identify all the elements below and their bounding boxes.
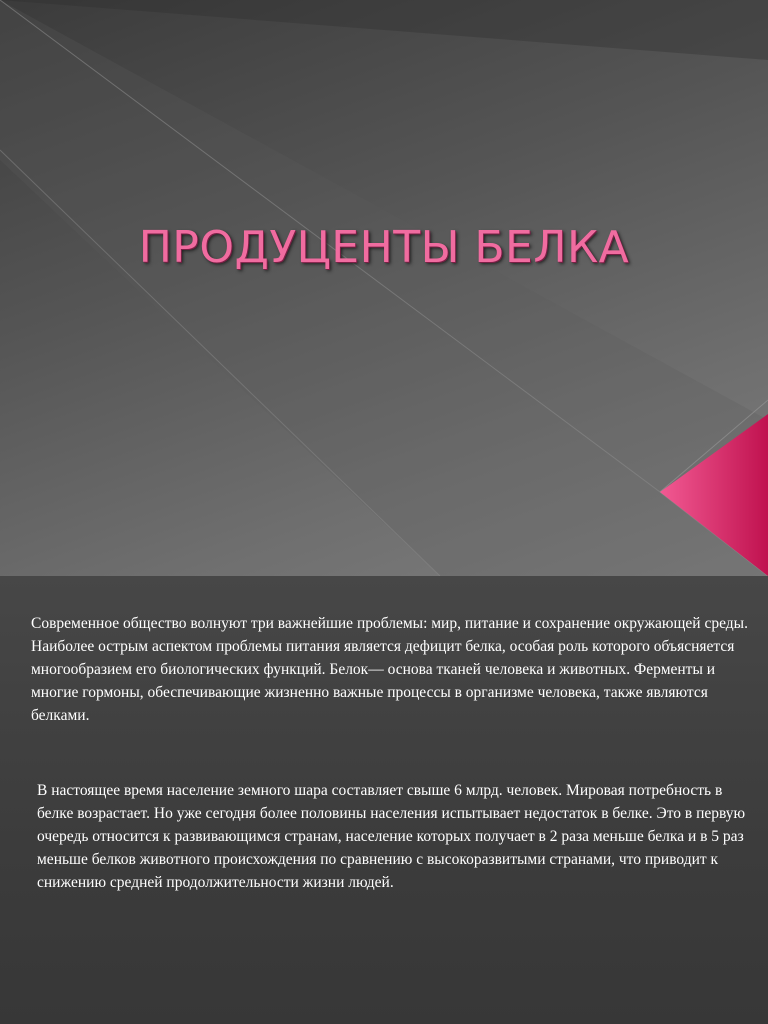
paragraph-1: Современное общество волнуют три важнейшие проблемы: мир, питание и сохранение окружающей среды. Наиболее острым аспектом проблемы питания является дефицит белка, особая роль которого объясняется многообразием его биологических функций. Белок— основа тканей человека и животных. Ферменты и многие гормоны, обеспечивающие жизненно важные процессы в организме человека, также являются белками. [31, 615, 748, 724]
text-area [0, 576, 768, 1024]
paragraph-2: В настоящее время население земного шара составляет свыше 6 млрд. человек. Мировая потребность в белке возрастает. Но уже сегодня более половины населения испытывает недостаток в белке. Это в первую очередь относится к развивающимся странам, население которых получает в 2 раза меньше белка и в 5 раз меньше белков животного происхождения по сравнению с высокоразвитыми странами, что приводит к снижению средней продолжительности жизни людей. [37, 782, 746, 891]
slide-title: ПРОДУЦЕНТЫ БЕЛКА [138, 222, 630, 273]
